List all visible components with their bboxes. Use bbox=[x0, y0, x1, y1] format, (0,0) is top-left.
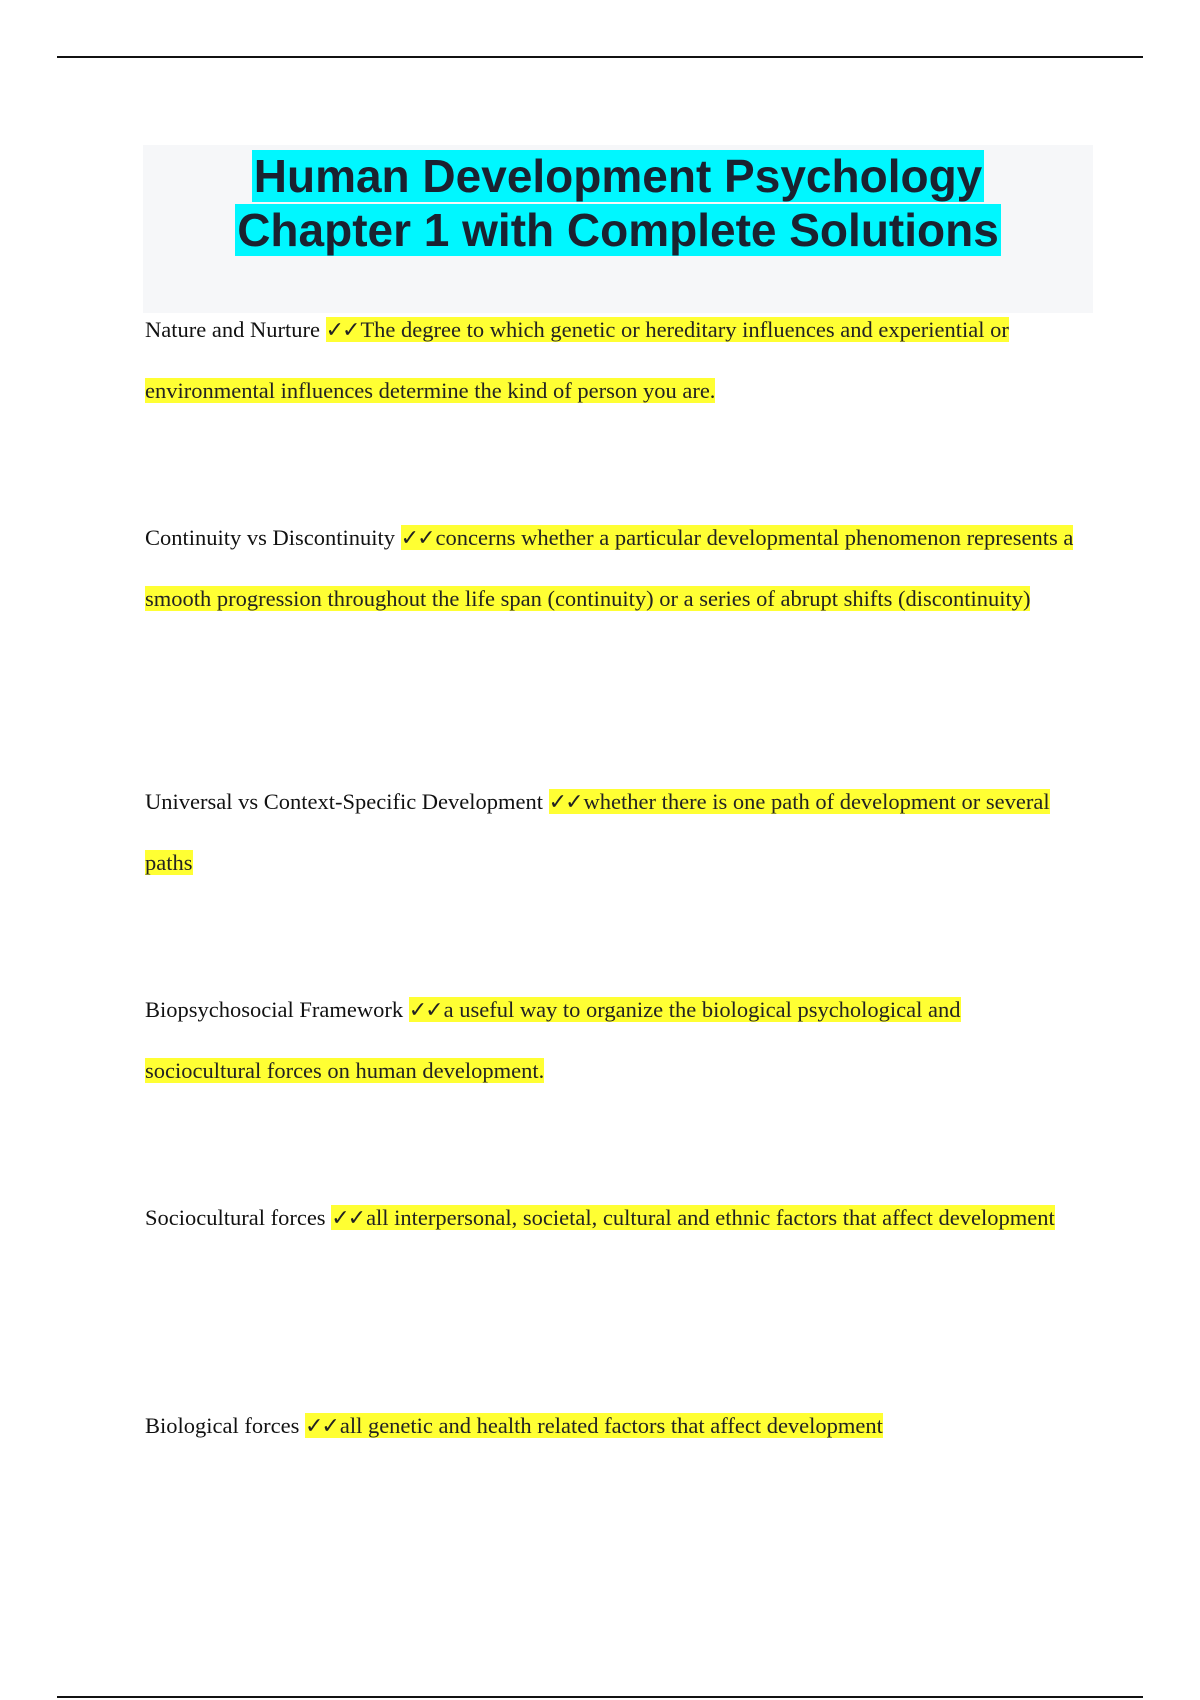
title-block bbox=[143, 145, 1093, 313]
double-check-icon: ✓✓ bbox=[548, 790, 582, 815]
header-rule bbox=[57, 56, 1143, 58]
title-line-1: Human Development Psychology bbox=[253, 150, 983, 202]
entry-universal-vs-context-specific bbox=[145, 772, 1075, 893]
entry-definition: whether there is one path of development or several paths bbox=[145, 789, 1050, 875]
entry-term: Nature and Nurture bbox=[145, 317, 320, 342]
entry-continuity-vs-discontinuity bbox=[145, 508, 1075, 629]
entry-term: Sociocultural forces bbox=[145, 1205, 326, 1230]
double-check-icon: ✓✓ bbox=[400, 526, 434, 551]
entry-biological-forces bbox=[145, 1396, 1075, 1457]
double-check-icon: ✓✓ bbox=[304, 1414, 338, 1439]
footer-rule bbox=[57, 1696, 1143, 1698]
entry-biopsychosocial-framework bbox=[145, 980, 1075, 1101]
entry-definition-highlight bbox=[305, 1413, 883, 1438]
entry-definition-highlight bbox=[331, 1205, 1055, 1230]
entry-sociocultural-forces bbox=[145, 1188, 1075, 1249]
entry-term: Universal vs Context-Specific Development bbox=[145, 789, 544, 814]
entry-term: Biopsychosocial Framework bbox=[145, 997, 404, 1022]
entry-definition: all interpersonal, societal, cultural and ethnic factors that affect development bbox=[366, 1205, 1055, 1230]
entry-definition: concerns whether a particular developmental phenomenon represents a smooth progression throughout the life span (continuity) or a series of abrupt shifts (discontinuity) bbox=[145, 525, 1074, 611]
entry-term: Biological forces bbox=[145, 1413, 300, 1438]
entry-definition: all genetic and health related factors that affect development bbox=[339, 1413, 883, 1438]
entry-definition: a useful way to organize the biological psychological and sociocultural forces on human development. bbox=[145, 997, 961, 1083]
double-check-icon: ✓✓ bbox=[325, 318, 359, 343]
double-check-icon: ✓✓ bbox=[408, 998, 442, 1023]
title-line-2: Chapter 1 with Complete Solutions bbox=[237, 204, 999, 256]
entry-term: Continuity vs Discontinuity bbox=[145, 525, 396, 550]
entry-nature-and-nurture bbox=[145, 300, 1075, 421]
double-check-icon: ✓✓ bbox=[331, 1206, 365, 1231]
document-title bbox=[143, 145, 1093, 257]
entry-definition: The degree to which genetic or hereditary influences and experiential or environmental influences determine the kind of person you are. bbox=[145, 317, 1009, 403]
